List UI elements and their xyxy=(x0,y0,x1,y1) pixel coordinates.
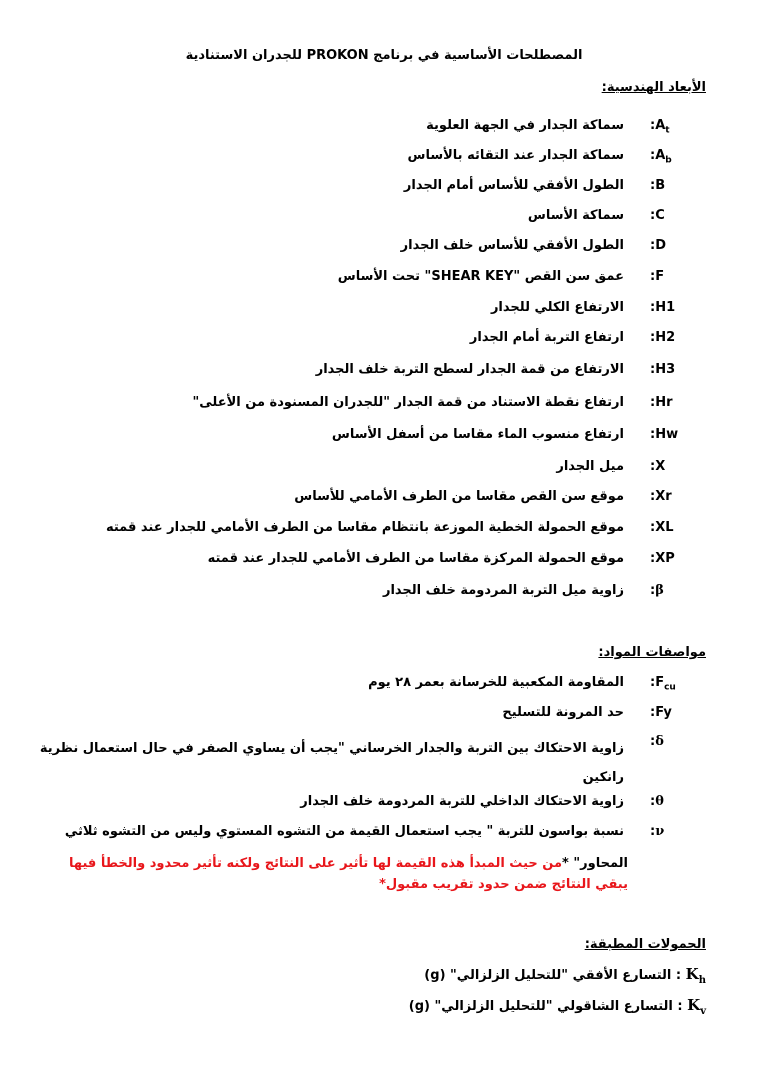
geometry-description: ارتفاع منسوب الماء مقاسا من أسفل الأساس xyxy=(331,427,624,442)
note-warning: من حيث المبدأ هذه القيمة لها تأثير على النتائج ولكنه تأثير محدود والخطأ فيها يبقي النتائج ضمن حدود تقريب مقبول* xyxy=(69,856,628,892)
geometry-description: الارتفاع من قمة الجدار لسطح التربة خلف الجدار xyxy=(315,362,624,377)
symbol-colon: : xyxy=(650,178,656,193)
symbol-colon: : xyxy=(650,118,656,133)
geometry-symbol-letter: D xyxy=(655,238,666,253)
geometry-symbol-letter: X xyxy=(655,459,666,474)
geometry-description: سماكة الأساس xyxy=(527,208,624,223)
geometry-symbol xyxy=(650,583,706,598)
geometry-symbol-letter: A xyxy=(655,118,666,133)
geometry-row xyxy=(60,238,706,260)
geometry-row xyxy=(60,178,706,200)
load-row xyxy=(409,996,706,1018)
geometry-symbol xyxy=(650,300,706,315)
geometry-symbol xyxy=(650,427,706,442)
geometry-symbol xyxy=(650,489,706,504)
geometry-symbol-letter: XL xyxy=(655,520,674,535)
load-description: التسارع الشاقولي "للتحليل الزلزالي" (g) xyxy=(408,999,673,1014)
geometry-symbol-letter: Xr xyxy=(655,489,672,504)
load-symbol xyxy=(687,996,706,1017)
material-symbol xyxy=(650,675,706,693)
geometry-description: ارتفاع التربة أمام الجدار xyxy=(469,330,624,345)
material-symbol-letter: F xyxy=(655,675,665,690)
geometry-row xyxy=(60,148,706,170)
geometry-symbol xyxy=(650,459,706,474)
geometry-symbol-subscript: b xyxy=(665,155,672,166)
page-title: المصطلحات الأساسية في برنامج PROKON للجدران الاستنادية xyxy=(185,48,583,63)
geometry-symbol xyxy=(650,330,706,345)
geometry-symbol-letter: F xyxy=(655,269,665,284)
section-heading-loads: الحمولات المطبقة: xyxy=(584,937,706,952)
symbol-colon: : xyxy=(650,551,656,566)
symbol-colon: : xyxy=(650,362,656,377)
geometry-symbol xyxy=(650,178,706,193)
geometry-description: ارتفاع نقطة الاستناد من قمة الجدار "للجدران المسنودة من الأعلى" xyxy=(192,395,624,410)
geometry-description: موقع سن القص مقاسا من الطرف الأمامي للأساس xyxy=(294,489,624,504)
symbol-colon: : xyxy=(671,968,686,983)
geometry-symbol-letter: A xyxy=(655,148,666,163)
load-symbol-letter: K xyxy=(685,965,699,983)
material-description: نسبة بواسون للتربة " يجب استعمال القيمة من التشوه المستوي وليس من التشوه ثلاثي xyxy=(64,824,624,839)
geometry-row xyxy=(60,118,706,140)
geometry-symbol xyxy=(650,395,706,410)
geometry-row xyxy=(60,551,706,573)
geometry-symbol-letter: XP xyxy=(655,551,675,566)
geometry-row xyxy=(60,395,706,417)
geometry-symbol-letter: H1 xyxy=(655,300,676,315)
symbol-colon: : xyxy=(650,734,656,749)
geometry-description: سماكة الجدار في الجهة العلوية xyxy=(426,118,624,133)
material-symbol xyxy=(650,824,706,839)
material-symbol-subscript: cu xyxy=(664,682,676,693)
geometry-description: الارتفاع الكلي للجدار xyxy=(490,300,624,315)
symbol-colon: : xyxy=(650,427,656,442)
load-description: التسارع الأفقي "للتحليل الزلزالي" (g) xyxy=(424,968,672,983)
geometry-symbol-letter: H3 xyxy=(655,362,676,377)
symbol-colon: : xyxy=(650,489,656,504)
symbol-colon: : xyxy=(650,794,656,809)
geometry-row xyxy=(60,269,706,291)
material-description: زاوية الاحتكاك بين التربة والجدار الخرساني "يجب أن يساوي الصفر في حال استعمال نظرية رانكين xyxy=(39,741,624,785)
geometry-symbol xyxy=(650,269,706,284)
geometry-row xyxy=(60,362,706,384)
geometry-description: الطول الأفقي للأساس أمام الجدار xyxy=(403,178,624,193)
symbol-colon: : xyxy=(672,999,688,1014)
symbol-colon: : xyxy=(650,583,656,598)
geometry-symbol-letter: H2 xyxy=(655,330,676,345)
symbol-colon: : xyxy=(650,705,656,720)
material-symbol-letter: δ xyxy=(655,734,664,749)
geometry-symbol-letter: B xyxy=(655,178,666,193)
symbol-colon: : xyxy=(650,330,656,345)
geometry-row xyxy=(60,459,706,481)
geometry-row xyxy=(60,208,706,230)
geometry-row xyxy=(60,489,706,511)
geometry-row xyxy=(60,520,706,542)
symbol-colon: : xyxy=(650,675,656,690)
geometry-symbol-letter: Hr xyxy=(655,395,673,410)
symbol-colon: : xyxy=(650,459,656,474)
geometry-row xyxy=(60,300,706,322)
geometry-description: موقع الحمولة الخطية الموزعة بانتظام مقاسا من الطرف الأمامي للجدار عند قمته xyxy=(105,520,624,535)
material-description: حد المرونة للتسليح xyxy=(502,705,624,720)
material-description: زاوية الاحتكاك الداخلي للتربة المردومة خلف الجدار xyxy=(300,794,624,809)
symbol-colon: : xyxy=(650,148,656,163)
geometry-description: موقع الحمولة المركزة مقاسا من الطرف الأمامي للجدار عند قمته xyxy=(207,551,624,566)
geometry-symbol xyxy=(650,362,706,377)
symbol-colon: : xyxy=(650,395,656,410)
material-symbol-letter: θ xyxy=(655,794,664,809)
material-row xyxy=(60,675,706,697)
geometry-symbol-subscript: t xyxy=(665,125,670,136)
geometry-row xyxy=(60,427,706,449)
symbol-colon: : xyxy=(650,300,656,315)
geometry-description: الطول الأفقي للأساس خلف الجدار xyxy=(400,238,624,253)
load-symbol-letter: K xyxy=(687,996,701,1014)
symbol-colon: : xyxy=(650,208,656,223)
load-symbol-subscript: h xyxy=(698,975,706,986)
geometry-symbol xyxy=(650,118,706,136)
geometry-symbol xyxy=(650,551,706,566)
symbol-colon: : xyxy=(650,238,656,253)
geometry-symbol-letter: C xyxy=(655,208,665,223)
geometry-description: سماكة الجدار عند التقائه بالأساس xyxy=(407,148,624,163)
material-symbol-letter: Fy xyxy=(655,705,672,720)
material-row xyxy=(60,705,706,727)
geometry-symbol-letter: β xyxy=(655,583,664,598)
geometry-row xyxy=(60,330,706,352)
geometry-symbol xyxy=(650,208,706,223)
section-heading-geometry: الأبعاد الهندسية: xyxy=(601,80,706,95)
load-row xyxy=(424,965,706,987)
symbol-colon: : xyxy=(650,824,656,839)
material-symbol xyxy=(650,794,706,809)
material-row xyxy=(60,824,706,846)
geometry-description: عمق سن القص "SHEAR KEY" تحت الأساس xyxy=(337,269,624,284)
geometry-symbol-letter: Hw xyxy=(655,427,679,442)
note-lead: المحاور" * xyxy=(562,856,628,871)
note-paragraph xyxy=(68,853,628,895)
material-symbol xyxy=(650,705,706,720)
load-symbol xyxy=(685,965,706,986)
material-symbol xyxy=(650,734,706,749)
geometry-symbol xyxy=(650,238,706,253)
material-row xyxy=(60,794,706,816)
symbol-colon: : xyxy=(650,269,656,284)
material-symbol-letter: ν xyxy=(655,824,665,839)
geometry-description: زاوية ميل التربة المردومة خلف الجدار xyxy=(382,583,624,598)
geometry-symbol xyxy=(650,148,706,166)
material-row xyxy=(39,734,706,785)
symbol-colon: : xyxy=(650,520,656,535)
material-description: المقاومة المكعبية للخرسانة بعمر ٢٨ يوم xyxy=(368,675,624,690)
geometry-row xyxy=(60,583,706,605)
section-heading-materials: مواصفات المواد: xyxy=(598,645,706,660)
load-symbol-subscript: v xyxy=(700,1006,706,1017)
geometry-description: ميل الجدار xyxy=(556,459,624,474)
geometry-symbol xyxy=(650,520,706,535)
